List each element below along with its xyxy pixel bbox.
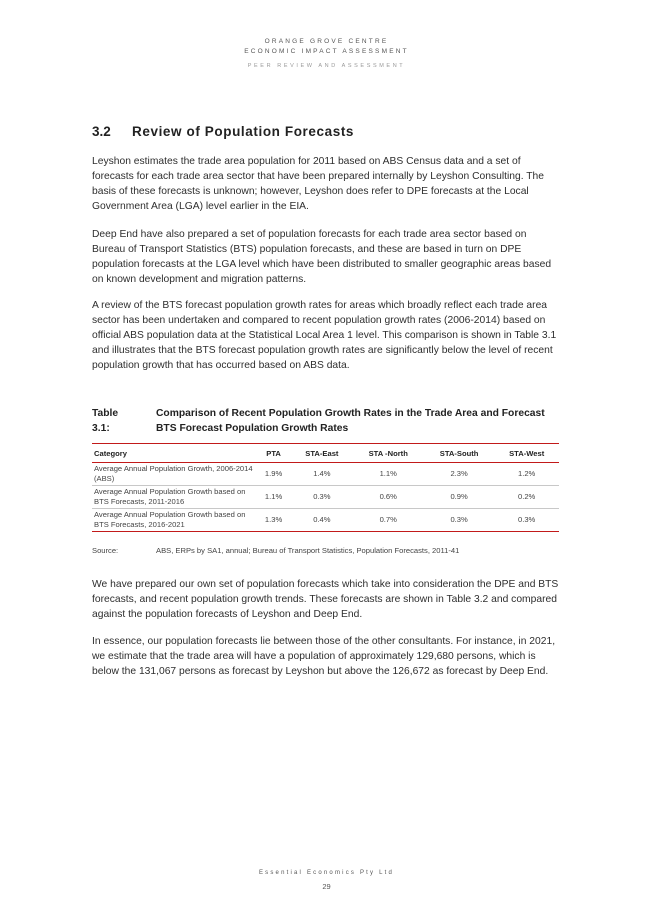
table-cell: 0.3% (424, 509, 494, 532)
table-cell: 0.7% (353, 509, 424, 532)
section-heading (92, 124, 354, 139)
table-cell: 0.6% (353, 486, 424, 509)
paragraph: A review of the BTS forecast population growth rates for areas which broadly reflect each trade area sector has been undertaken and compared to recent population growth rates (2006-2014) based on official ABS population data at the Statistical Local Area 1 level. This comparison is shown in Table 3.1 and illustrates that the BTS forecast population growth rates are significantly below the level of recent population growth that has occurred based on ABS data. (92, 300, 557, 371)
table-cell: 0.4% (291, 509, 352, 532)
table-cell: 1.1% (353, 463, 424, 486)
table-row (92, 509, 559, 532)
table-cell: 1.4% (291, 463, 352, 486)
column-header: PTA (256, 444, 291, 463)
table-cell: 0.2% (494, 486, 559, 509)
row-label: Average Annual Population Growth based on BTS Forecasts, 2011-2016 (92, 486, 256, 509)
column-header: STA-East (291, 444, 352, 463)
table-cell: 1.1% (256, 486, 291, 509)
table-cell: 0.9% (424, 486, 494, 509)
section-title: Review of Population Forecasts (132, 124, 355, 139)
header-report-title: ECONOMIC IMPACT ASSESSMENT (244, 48, 409, 55)
row-label: Average Annual Population Growth based on BTS Forecasts, 2016-2021 (92, 509, 256, 532)
column-header: STA-South (424, 444, 494, 463)
table-row (92, 486, 559, 509)
section-number: 3.2 (92, 124, 111, 139)
column-header: Category (92, 444, 256, 463)
table-source (92, 546, 459, 555)
table-cell: 2.3% (424, 463, 494, 486)
table-cell: 0.3% (494, 509, 559, 532)
row-label: Average Annual Population Growth, 2006-2014 (ABS) (92, 463, 256, 486)
source-text: ABS, ERPs by SA1, annual; Bureau of Transport Statistics, Population Forecasts, 2011-41 (156, 546, 460, 555)
growth-rates-table (92, 443, 559, 532)
table-cell: 0.3% (291, 486, 352, 509)
source-label: Source: (92, 546, 119, 555)
column-header: STA -North (353, 444, 424, 463)
table-number: Table 3.1: (92, 408, 119, 434)
table-cell: 1.2% (494, 463, 559, 486)
table-cell: 1.9% (256, 463, 291, 486)
paragraph: Deep End have also prepared a set of population forecasts for each trade area sector based on Bureau of Transport Statistics (BTS) population forecasts, and these are based in turn on DPE population forecasts at the LGA level which have been distributed to smaller geographic areas based on known development and migration patterns. (92, 229, 552, 285)
footer-company: Essential Economics Pty Ltd (258, 870, 395, 876)
paragraph: Leyshon estimates the trade area population for 2011 based on ABS Census data and a set of forecasts for each trade area sector that have been prepared internally by Leyshon Consulting. The basis of these forecasts is unknown; however, Leyshon does refer to DPE forecasts at the Local Government Area (LGA) level earlier in the EIA. (92, 156, 545, 212)
table-row (92, 463, 559, 486)
paragraph: We have prepared our own set of population forecasts which take into consideration the DPE and BTS forecasts, and recent population growth trends. These forecasts are shown in Table 3.2 and compared against the population forecasts of Leyshon and Deep End. (92, 579, 559, 620)
header-subtitle: PEER REVIEW AND ASSESSMENT (247, 63, 406, 69)
header-project-title: ORANGE GROVE CENTRE (264, 38, 389, 45)
page-number: 29 (322, 882, 331, 891)
table-header-row (92, 444, 559, 463)
paragraph: In essence, our population forecasts lie between those of the other consultants. For instance, in 2021, we estimate that the trade area will have a population of approximately 129,680 persons, which is below the 131,067 persons as forecast by Leyshon but above the 126,672 as forecast by Deep End. (92, 636, 556, 677)
column-header: STA-West (494, 444, 559, 463)
table-title: Comparison of Recent Population Growth Rates in the Trade Area and Forecast BTS Forecast Population Growth Rates (156, 408, 545, 434)
table-cell: 1.3% (256, 509, 291, 532)
